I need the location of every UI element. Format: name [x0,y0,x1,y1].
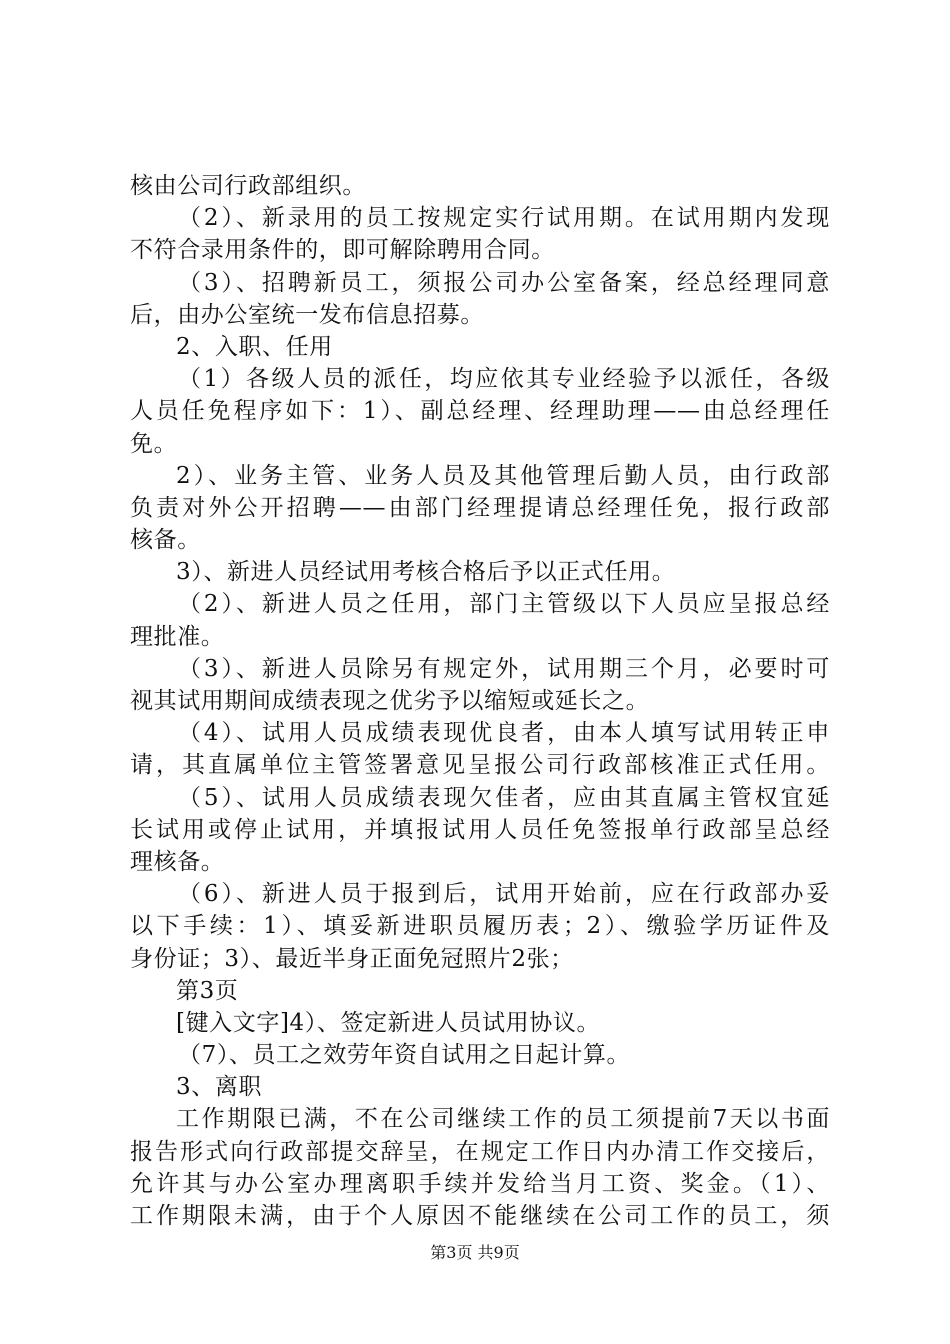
text-line: （3）、招聘新员工，须报公司办公室备案，经总经理同意 [178,269,830,296]
text-line: 身份证；3）、最近半身正面免冠照片2张； [130,945,574,972]
document-body [130,170,830,1232]
text-line: 允许其与办公室办理离职手续并发给当月工资、奖金。（1）、 [130,1170,830,1197]
text-line: 人员任免程序如下：1）、副总经理、经理助理——由总经理任 [130,398,830,425]
text-line: （5）、试用人员成绩表现欠佳者，应由其直属主管权宜延 [178,784,830,811]
text-line: 以下手续：1）、填妥新进职员履历表；2）、缴验学历证件及 [130,913,830,940]
text-line: （2）、新进人员之任用，部门主管级以下人员应呈报总经 [178,591,830,618]
text-line: 3）、新进人员经试用考核合格后予以正式任用。 [176,559,676,586]
text-line: （3）、新进人员除另有规定外，试用期三个月，必要时可 [178,655,830,682]
text-line: （4）、试用人员成绩表现优良者，由本人填写试用转正申 [178,720,830,747]
text-line: 报告形式向行政部提交辞呈，在规定工作日内办清工作交接后， [130,1138,830,1165]
text-line: 不符合录用条件的，即可解除聘用合同。 [130,237,555,264]
text-line: 视其试用期间成绩表现之优劣予以缩短或延长之。 [130,688,650,714]
page-footer: 第3页 共9页 [430,1243,520,1262]
text-line: 请，其直属单位主管签署意见呈报公司行政部核准正式任用。 [130,752,830,779]
text-line: 理批准。 [130,623,225,650]
text-line: 长试用或停止试用，并填报试用人员任免签报单行政部呈总经 [130,816,830,843]
text-line: 核由公司行政部组织。 [130,173,366,199]
text-line: 后，由办公室统一发布信息招募。 [130,301,484,328]
text-line: 核备。 [130,527,201,554]
text-line: （2）、新录用的员工按规定实行试用期。在试用期内发现 [178,205,830,232]
text-line: 负责对外公开招聘——由部门经理提请总经理任免，报行政部 [130,494,830,521]
text-line: 第3页 [176,977,239,1004]
text-line: 免。 [130,430,178,457]
text-line: 2、入职、任用 [176,333,333,360]
text-line: 2）、业务主管、业务人员及其他管理后勤人员，由行政部 [176,462,830,489]
text-line: （6）、新进人员于报到后，试用开始前，应在行政部办妥 [178,881,830,908]
text-line: 工作期限已满，不在公司继续工作的员工须提前7天以书面 [176,1106,830,1133]
text-line: [键入文字]4）、签定新进人员试用协议。 [176,1009,601,1036]
text-line: （7）、员工之效劳年资自试用之日起计算。 [178,1042,631,1069]
text-line: （1）各级人员的派任，均应依其专业经验予以派任，各级 [178,366,830,393]
text-line: 理核备。 [130,848,225,875]
text-line: 3、离职 [176,1074,263,1101]
text-line: 工作期限未满，由于个人原因不能继续在公司工作的员工，须 [130,1203,830,1229]
